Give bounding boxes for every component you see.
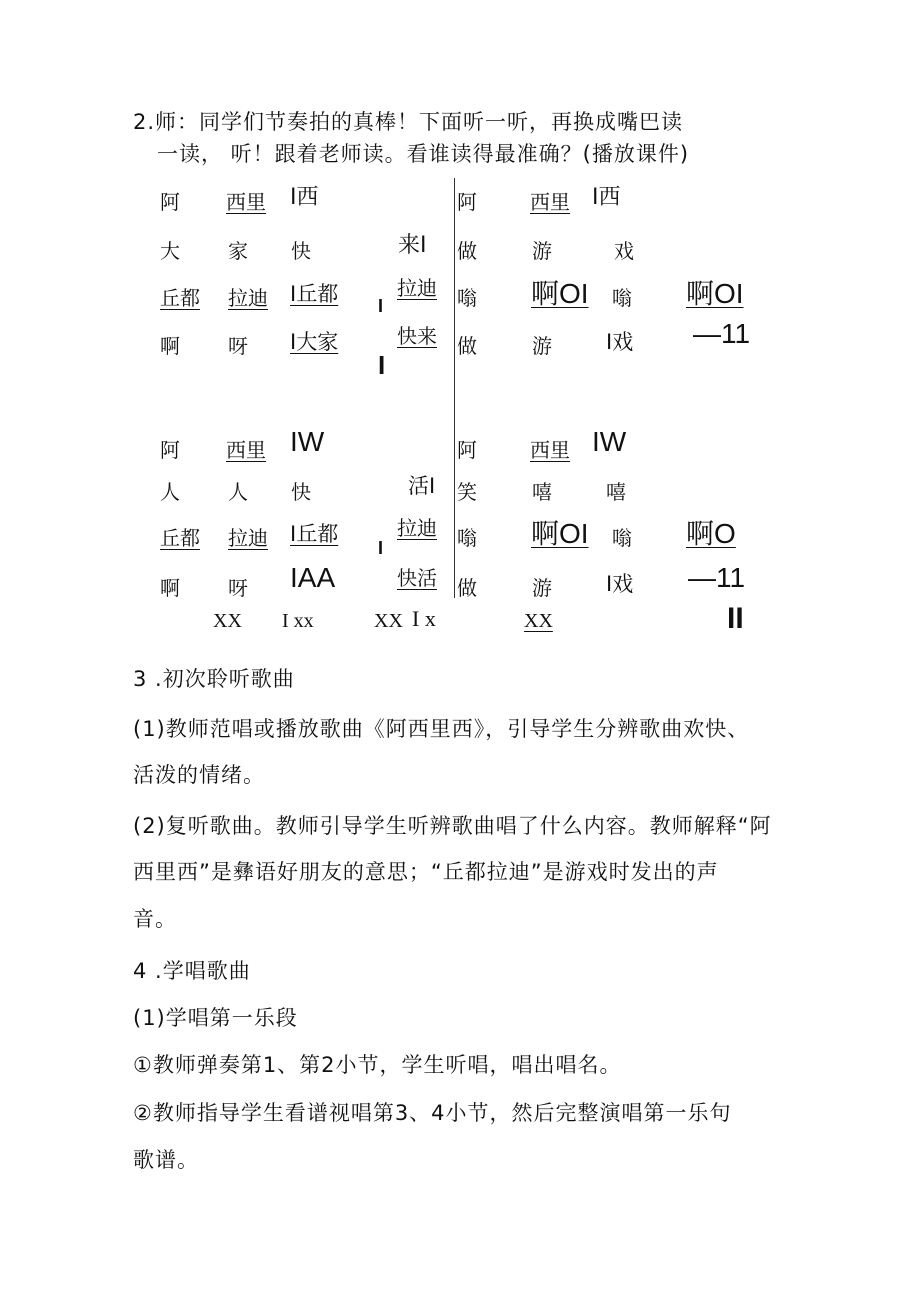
lyric: 做 [457, 334, 477, 358]
lyric: 嗡 [612, 286, 632, 310]
lyric: 呀 [228, 334, 248, 358]
lyric: 笑 [457, 480, 477, 504]
lyric: 拉迪 [228, 526, 268, 550]
lyric: I丘都 [290, 522, 339, 546]
lyric: 拉迪 [397, 516, 437, 540]
rhythm-mark: XX [213, 610, 242, 632]
barline-mark: I [378, 538, 384, 558]
rhythm-mark: XX [524, 610, 553, 632]
lyric: 快 [291, 239, 311, 263]
paragraph: ②教师指导学生看谱视唱第3、4小节，然后完整演唱第一乐句 [133, 1101, 732, 1125]
rhythm-mark: I x [412, 606, 436, 631]
lyric: 拉迪 [228, 286, 268, 310]
lyric: IW [592, 426, 627, 457]
lyric: 游 [532, 239, 552, 263]
lyric: 活I [408, 474, 436, 498]
intro-line-2: 一读， 听！跟着老师读。看谁读得最准确？(播放课件) [157, 142, 690, 166]
barline-mark: I [378, 350, 386, 380]
score-divider [454, 178, 455, 598]
lyric: 西里 [226, 438, 266, 462]
heading-listen: 3 .初次聆听歌曲 [133, 667, 295, 691]
lyric: 人 [160, 480, 180, 504]
lyric: 阿 [160, 438, 180, 462]
lyric: 西里 [530, 438, 570, 462]
lyric: 丘都 [160, 286, 200, 310]
lyric: 大 [160, 239, 180, 263]
lyric: 家 [228, 239, 248, 263]
lyric: —11 [688, 562, 746, 593]
lyric: 阿 [457, 438, 477, 462]
lyric: 嗡 [457, 526, 477, 550]
paragraph: 西里西”是彝语好朋友的意思；“丘都拉迪”是游戏时发出的声 [133, 860, 719, 884]
lyric: 快来 [397, 324, 437, 348]
lyric: I戏 [606, 330, 634, 354]
lyric: I西 [592, 185, 621, 210]
lyric: 嗡 [612, 526, 632, 550]
lyric: 快活 [397, 566, 437, 590]
subheading: (1)学唱第一乐段 [133, 1006, 298, 1030]
heading-learn: 4 .学唱歌曲 [133, 959, 251, 983]
lyric: 做 [457, 239, 477, 263]
paragraph: (2)复听歌曲。教师引导学生听辨歌曲唱了什么内容。教师解释“阿 [133, 814, 772, 838]
final-barline: II [727, 602, 744, 635]
lyric: 来I [398, 233, 427, 258]
lyric: 呀 [228, 576, 248, 600]
paragraph: ①教师弹奏第1、第2小节，学生听唱，唱出唱名。 [133, 1053, 622, 1077]
lyric: 啊 [160, 576, 180, 600]
lyric: IW [290, 426, 325, 457]
rhythm-mark: I xx [282, 610, 314, 632]
paragraph: 歌谱。 [133, 1148, 199, 1172]
lyric: 啊OI [531, 518, 589, 549]
lyric: 西里 [530, 190, 570, 214]
lyric: 戏 [614, 239, 634, 263]
lyric: 啊OI [686, 278, 744, 309]
lyric: 嘻 [606, 480, 626, 504]
lyric: 快 [291, 480, 311, 504]
lyric: 游 [532, 334, 552, 358]
lyric: 游 [532, 576, 552, 600]
paragraph: 音。 [133, 907, 177, 931]
lyric: —11 [693, 318, 751, 349]
rhythm-mark: XX [374, 610, 403, 632]
lyric: 嗡 [457, 286, 477, 310]
lyric: 啊OI [531, 278, 589, 309]
lyric: 阿 [457, 190, 477, 214]
lyric: I丘都 [290, 282, 339, 306]
lyric: I大家 [290, 330, 339, 354]
lyric: 拉迪 [397, 276, 437, 300]
lyric: 丘都 [160, 526, 200, 550]
lyric: 做 [457, 576, 477, 600]
lyric: 人 [228, 480, 248, 504]
paragraph: 活泼的情绪。 [133, 763, 265, 787]
lyric: I戏 [606, 572, 634, 596]
intro-line-1: 2.师：同学们节奏拍的真棒！下面听一听，再换成嘴巴读 [133, 110, 684, 134]
lyric: 阿 [160, 190, 180, 214]
lyric: 嘻 [532, 480, 552, 504]
paragraph: (1)教师范唱或播放歌曲《阿西里西》，引导学生分辨歌曲欢快、 [133, 717, 750, 741]
lyric: I西 [290, 185, 319, 210]
lyric: 啊O [686, 518, 736, 549]
lyric: 西里 [226, 190, 266, 214]
lyric: IAA [290, 562, 336, 593]
lyric: 啊 [160, 334, 180, 358]
barline-mark: I [378, 296, 384, 316]
